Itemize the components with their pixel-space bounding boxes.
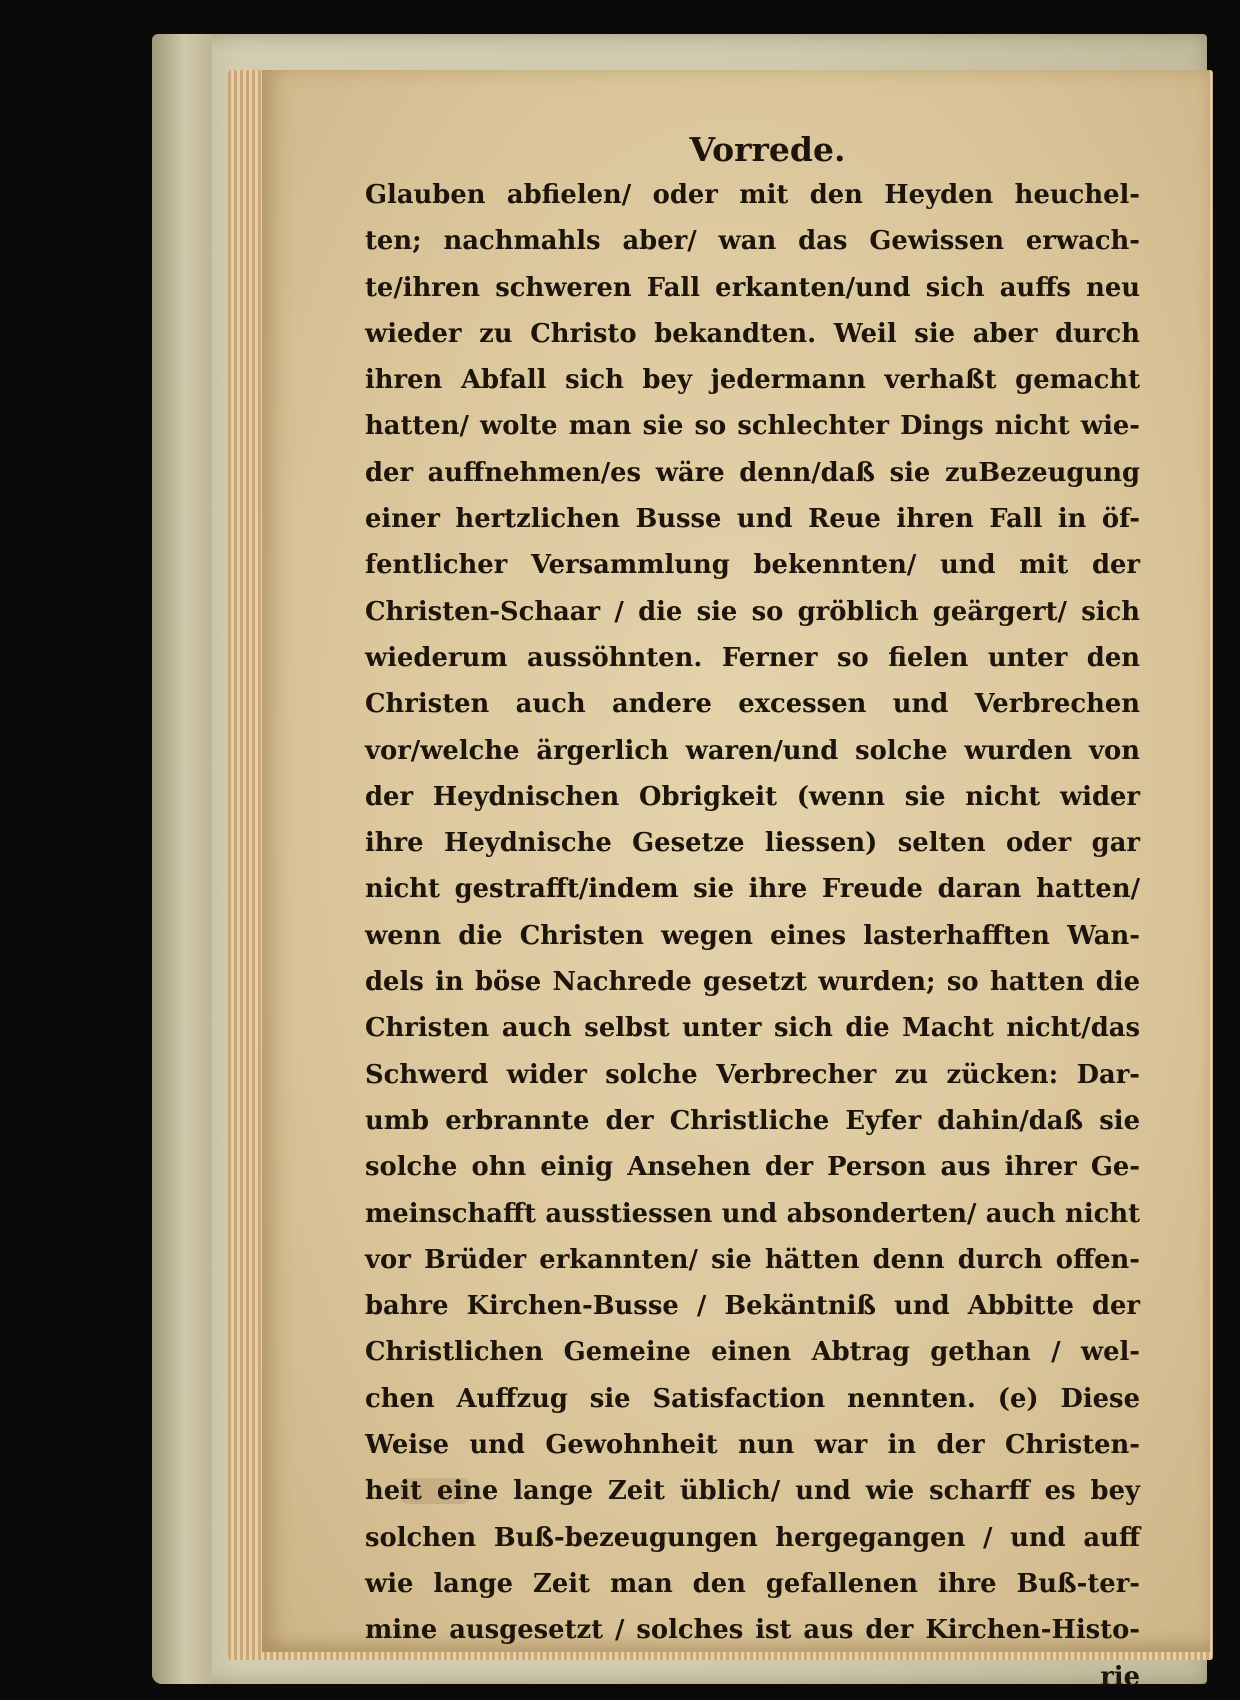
- text-line: Christlichen Gemeine einen Abtrag gethan / wel-: [365, 1337, 1140, 1368]
- text-line: heit eine lange Zeit üblich/ und wie scharff es bey: [365, 1476, 1140, 1507]
- text-line: wenn die Christen wegen eines lasterhafften Wan-: [365, 920, 1140, 951]
- text-line: nicht gestrafft/indem sie ihre Freude daran hatten/: [365, 874, 1140, 905]
- running-head: Vorrede.: [689, 130, 846, 169]
- text-line: ihren Abfall sich bey jedermann verhaßt gemacht: [365, 365, 1140, 396]
- text-line: meinschafft ausstiessen und absonderten/ auch nicht: [365, 1198, 1140, 1229]
- text-line: Christen auch andere excessen und Verbrechen: [365, 689, 1140, 720]
- text-line: Glauben abfielen/ oder mit den Heyden heuchel-: [365, 180, 1140, 210]
- text-line: wiederum aussöhnten. Ferner so fielen unter den: [365, 642, 1140, 673]
- text-line: fentlicher Versammlung bekennten/ und mit der: [365, 550, 1140, 581]
- text-line: wie lange Zeit man den gefallenen ihre Buß-ter-: [365, 1568, 1140, 1599]
- text-line: vor/welche ärgerlich waren/und solche wurden von: [365, 735, 1140, 766]
- text-line: Schwerd wider solche Verbrecher zu zücken: Dar-: [365, 1059, 1140, 1090]
- text-line: solchen Buß-bezeugungen hergegangen / und auff: [365, 1522, 1140, 1553]
- book-spine: [152, 34, 212, 1684]
- text-line: ten; nachmahls aber/ wan das Gewissen erwach-: [365, 226, 1140, 257]
- text-line: dels in böse Nachrede gesetzt wurden; so hatten die: [365, 967, 1140, 998]
- text-line: bahre Kirchen-Busse / Bekäntniß und Abbitte der: [365, 1291, 1140, 1322]
- text-line: hatten/ wolte man sie so schlechter Dings nicht wie-: [365, 411, 1140, 442]
- catchword: rie: [1100, 1661, 1140, 1692]
- text-line: umb erbrannte der Christliche Eyfer dahin/daß sie: [365, 1105, 1140, 1136]
- text-line: der auffnehmen/es wäre denn/daß sie zuBezeugung: [365, 457, 1140, 488]
- text-line: Christen-Schaar / die sie so gröblich geärgert/ sich: [365, 596, 1140, 627]
- text-block: [365, 128, 1140, 1700]
- text-line: chen Auffzug sie Satisfaction nennten. (e) Diese: [365, 1383, 1140, 1414]
- text-line: solche ohn einig Ansehen der Person aus ihrer Ge-: [365, 1152, 1140, 1183]
- text-line: vor Brüder erkannten/ sie hätten denn durch offen-: [365, 1244, 1140, 1275]
- text-line: Weise und Gewohnheit nun war in der Christen-: [365, 1430, 1140, 1461]
- text-line: ihre Heydnische Gesetze liessen) selten oder gar: [365, 828, 1140, 859]
- text-line: einer hertzlichen Busse und Reue ihren Fall in öf-: [365, 504, 1140, 535]
- text-line: der Heydnischen Obrigkeit (wenn sie nicht wider: [365, 781, 1140, 812]
- text-line: wieder zu Christo bekandten. Weil sie aber durch: [365, 318, 1140, 349]
- text-line: mine ausgesetzt / solches ist aus der Kirchen-Histo-: [365, 1615, 1140, 1646]
- body-text: [365, 172, 1140, 1654]
- text-line: Christen auch selbst unter sich die Macht nicht/das: [365, 1013, 1140, 1044]
- text-line: te/ihren schweren Fall erkanten/und sich auffs neu: [365, 272, 1140, 303]
